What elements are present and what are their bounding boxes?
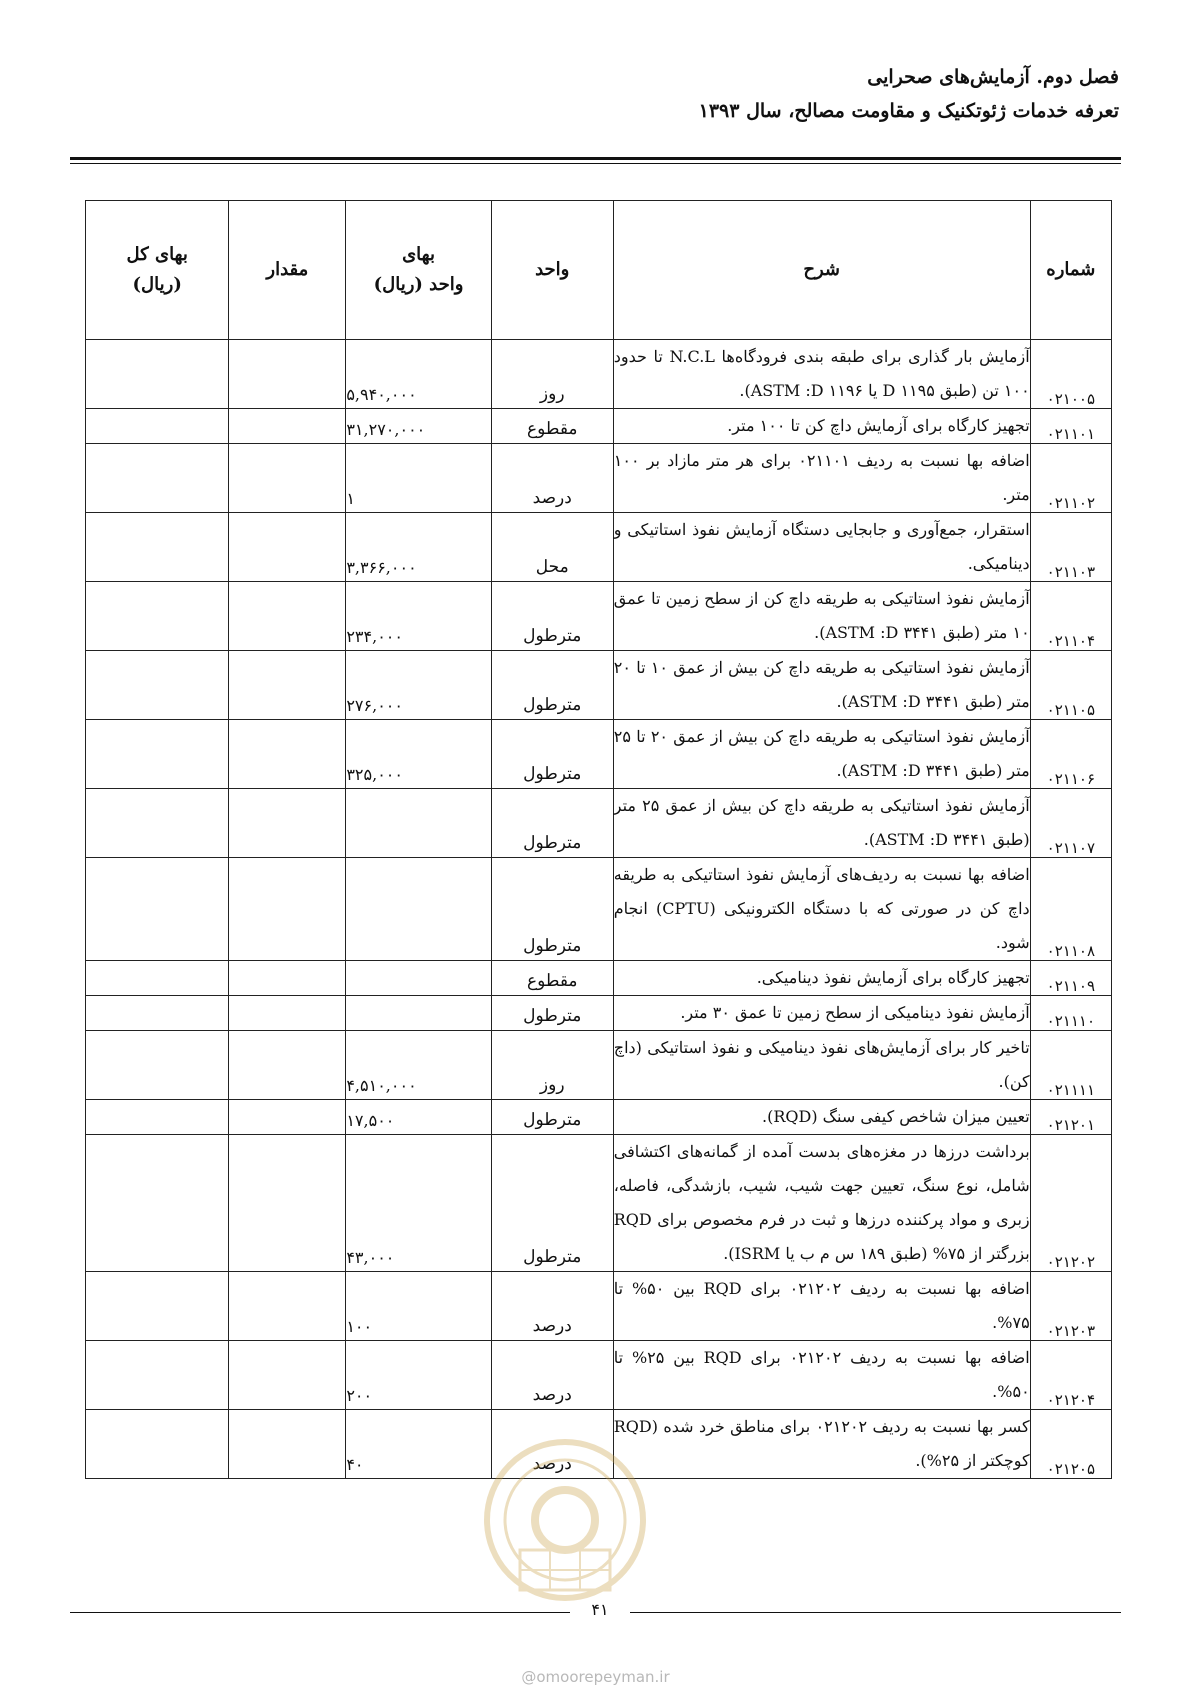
- row-quantity: [229, 1031, 346, 1100]
- footer-rule-left: [70, 1612, 570, 1613]
- table-row: [86, 1100, 1112, 1135]
- page-number: ۴۱: [591, 1600, 609, 1619]
- row-unit: روز: [491, 340, 613, 409]
- row-unit-price: [346, 961, 491, 996]
- row-quantity: [229, 444, 346, 513]
- row-description: تعیین میزان شاخص کیفی سنگ (RQD).: [613, 1100, 1030, 1135]
- watermark-url: @omoorepeyman.ir: [521, 1668, 670, 1686]
- chapter-title: فصل دوم. آزمایش‌های صحرایی: [867, 66, 1119, 88]
- row-total-price: [86, 340, 229, 409]
- row-description: آزمایش نفوذ استاتیکی به طریقه داچ کن بیش از عمق ۲۰ تا ۲۵ متر (طبق ASTM :D ۳۴۴۱).: [613, 720, 1030, 789]
- row-total-price: [86, 1135, 229, 1272]
- row-number: ۰۲۱۱۱۱: [1030, 1031, 1111, 1100]
- row-unit-price: [346, 996, 491, 1031]
- row-number: ۰۲۱۱۰۲: [1030, 444, 1111, 513]
- row-total-price: [86, 961, 229, 996]
- col-header-total-price: [86, 201, 229, 340]
- row-number: ۰۲۱۰۰۵: [1030, 340, 1111, 409]
- col-header-quantity: مقدار: [229, 201, 346, 340]
- table-row: [86, 1031, 1112, 1100]
- row-number: ۰۲۱۲۰۱: [1030, 1100, 1111, 1135]
- table-header-row: [86, 201, 1112, 340]
- row-total-price: [86, 720, 229, 789]
- row-unit: مترطول: [491, 651, 613, 720]
- row-total-price: [86, 1341, 229, 1410]
- row-unit: محل: [491, 513, 613, 582]
- row-unit-price: ۴,۵۱۰,۰۰۰: [346, 1031, 491, 1100]
- row-quantity: [229, 858, 346, 961]
- seal-watermark: [480, 1430, 650, 1610]
- table-row: [86, 1135, 1112, 1272]
- row-number: ۰۲۱۱۰۴: [1030, 582, 1111, 651]
- table-row: [86, 720, 1112, 789]
- row-unit-price: ۳,۳۶۶,۰۰۰: [346, 513, 491, 582]
- row-quantity: [229, 1410, 346, 1479]
- col-header-description: شرح: [613, 201, 1030, 340]
- table-row: [86, 789, 1112, 858]
- col-header-number: شماره: [1030, 201, 1111, 340]
- row-quantity: [229, 1100, 346, 1135]
- footer-rule-right: [630, 1612, 1121, 1613]
- row-description: تجهیز کارگاه برای آزمایش داچ کن تا ۱۰۰ متر.: [613, 409, 1030, 444]
- row-description: آزمایش بار گذاری برای طبقه بندی فرودگاه‌ها N.C.L تا حدود ۱۰۰ تن (طبق D ۱۱۹۵ یا ASTM :D ۱۱۹۶).: [613, 340, 1030, 409]
- table-row: [86, 1341, 1112, 1410]
- row-total-price: [86, 858, 229, 961]
- row-number: ۰۲۱۲۰۴: [1030, 1341, 1111, 1410]
- row-unit: درصد: [491, 444, 613, 513]
- row-number: ۰۲۱۲۰۳: [1030, 1272, 1111, 1341]
- row-number: ۰۲۱۱۰۳: [1030, 513, 1111, 582]
- tariff-table: [85, 200, 1112, 1479]
- row-description: استقرار، جمع‌آوری و جابجایی دستگاه آزمایش نفوذ استاتیکی و دینامیکی.: [613, 513, 1030, 582]
- row-quantity: [229, 961, 346, 996]
- row-quantity: [229, 1135, 346, 1272]
- row-total-price: [86, 409, 229, 444]
- row-unit-price: ۱۰۰: [346, 1272, 491, 1341]
- table-row: [86, 996, 1112, 1031]
- row-quantity: [229, 1341, 346, 1410]
- row-number: ۰۲۱۱۰۵: [1030, 651, 1111, 720]
- row-description: آزمایش نفوذ استاتیکی به طریقه داچ کن از سطح زمین تا عمق ۱۰ متر (طبق ASTM :D ۳۴۴۱).: [613, 582, 1030, 651]
- row-quantity: [229, 340, 346, 409]
- row-description: برداشت درزها در مغزه‌های بدست آمده از گمانه‌های اکتشافی شامل، نوع سنگ، تعیین جهت شیب، شیب، بازشدگی، فاصله، زبری و مواد پرکننده درزها و ثبت در فرم مخصوص برای RQD بزرگتر از ۷۵% (طبق ۱۸۹ س م ب یا ISRM).: [613, 1135, 1030, 1272]
- row-unit: مقطوع: [491, 409, 613, 444]
- row-description: اضافه بها نسبت به ردیف ۰۲۱۱۰۱ برای هر متر مازاد بر ۱۰۰ متر.: [613, 444, 1030, 513]
- row-total-price: [86, 651, 229, 720]
- row-total-price: [86, 582, 229, 651]
- row-unit: درصد: [491, 1272, 613, 1341]
- row-description: آزمایش نفوذ دینامیکی از سطح زمین تا عمق ۳۰ متر.: [613, 996, 1030, 1031]
- row-description: اضافه بها نسبت به ردیف ۰۲۱۲۰۲ برای RQD بین ۲۵% تا ۵۰%.: [613, 1341, 1030, 1410]
- row-total-price: [86, 1100, 229, 1135]
- col-header-unit-price-line1: بهای: [402, 244, 435, 265]
- row-unit-price: ۱: [346, 444, 491, 513]
- row-unit-price: ۳۱,۲۷۰,۰۰۰: [346, 409, 491, 444]
- row-unit-price: ۵,۹۴۰,۰۰۰: [346, 340, 491, 409]
- row-total-price: [86, 444, 229, 513]
- col-header-total-price-line2: (ریال): [132, 274, 182, 295]
- row-unit-price: [346, 789, 491, 858]
- table-row: [86, 582, 1112, 651]
- row-total-price: [86, 513, 229, 582]
- header-divider-thin: [70, 163, 1121, 164]
- document-subtitle: تعرفه خدمات ژئوتکنیک و مقاومت مصالح، سال ۱۳۹۳: [698, 100, 1119, 122]
- row-unit: مترطول: [491, 582, 613, 651]
- row-unit-price: ۴۳,۰۰۰: [346, 1135, 491, 1272]
- row-unit: مقطوع: [491, 961, 613, 996]
- row-quantity: [229, 513, 346, 582]
- col-header-unit: واحد: [491, 201, 613, 340]
- row-unit: مترطول: [491, 720, 613, 789]
- row-description: آزمایش نفوذ استاتیکی به طریقه داچ کن بیش از عمق ۱۰ تا ۲۰ متر (طبق ASTM :D ۳۴۴۱).: [613, 651, 1030, 720]
- row-unit-price: ۳۲۵,۰۰۰: [346, 720, 491, 789]
- row-total-price: [86, 1272, 229, 1341]
- row-number: ۰۲۱۱۰۱: [1030, 409, 1111, 444]
- table-row: [86, 513, 1112, 582]
- row-quantity: [229, 720, 346, 789]
- row-description: آزمایش نفوذ استاتیکی به طریقه داچ کن بیش از عمق ۲۵ متر (طبق ASTM :D ۳۴۴۱).: [613, 789, 1030, 858]
- table-row: [86, 409, 1112, 444]
- col-header-unit-price-line2: واحد (ریال): [373, 274, 464, 295]
- row-number: ۰۲۱۲۰۲: [1030, 1135, 1111, 1272]
- row-quantity: [229, 582, 346, 651]
- row-unit-price: ۴۰: [346, 1410, 491, 1479]
- table-row: [86, 340, 1112, 409]
- row-unit-price: ۱۷,۵۰۰: [346, 1100, 491, 1135]
- row-unit-price: ۲۳۴,۰۰۰: [346, 582, 491, 651]
- row-quantity: [229, 996, 346, 1031]
- col-header-unit-price: [346, 201, 491, 340]
- page-header: [699, 60, 1119, 128]
- row-quantity: [229, 651, 346, 720]
- row-total-price: [86, 1410, 229, 1479]
- table-row: [86, 961, 1112, 996]
- table-row: [86, 1272, 1112, 1341]
- row-quantity: [229, 409, 346, 444]
- row-description: کسر بها نسبت به ردیف ۰۲۱۲۰۲ برای مناطق خرد شده (RQD کوچکتر از ۲۵%).: [613, 1410, 1030, 1479]
- table-row: [86, 858, 1112, 961]
- row-total-price: [86, 996, 229, 1031]
- row-number: ۰۲۱۱۰۸: [1030, 858, 1111, 961]
- header-divider-thick: [70, 157, 1121, 160]
- table-row: [86, 651, 1112, 720]
- row-total-price: [86, 1031, 229, 1100]
- row-number: ۰۲۱۲۰۵: [1030, 1410, 1111, 1479]
- row-description: تجهیز کارگاه برای آزمایش نفوذ دینامیکی.: [613, 961, 1030, 996]
- row-quantity: [229, 1272, 346, 1341]
- row-unit: مترطول: [491, 1135, 613, 1272]
- table-row: [86, 444, 1112, 513]
- row-unit: مترطول: [491, 996, 613, 1031]
- row-number: ۰۲۱۱۰۶: [1030, 720, 1111, 789]
- row-unit: درصد: [491, 1341, 613, 1410]
- row-description: اضافه بها نسبت به ردیف ۰۲۱۲۰۲ برای RQD بین ۵۰% تا ۷۵%.: [613, 1272, 1030, 1341]
- row-number: ۰۲۱۱۱۰: [1030, 996, 1111, 1031]
- row-number: ۰۲۱۱۰۷: [1030, 789, 1111, 858]
- row-unit-price: ۲۰۰: [346, 1341, 491, 1410]
- row-description: اضافه بها نسبت به ردیف‌های آزمایش نفوذ استاتیکی به طریقه داچ کن در صورتی که با دستگاه الکترونیکی (CPTU) انجام شود.: [613, 858, 1030, 961]
- row-unit: مترطول: [491, 858, 613, 961]
- row-unit-price: [346, 858, 491, 961]
- row-unit: مترطول: [491, 1100, 613, 1135]
- row-unit: درصد: [491, 1410, 613, 1479]
- row-description: تاخیر کار برای آزمایش‌های نفوذ دینامیکی و نفوذ استاتیکی (داچ کن).: [613, 1031, 1030, 1100]
- row-unit: مترطول: [491, 789, 613, 858]
- row-number: ۰۲۱۱۰۹: [1030, 961, 1111, 996]
- row-quantity: [229, 789, 346, 858]
- row-unit-price: ۲۷۶,۰۰۰: [346, 651, 491, 720]
- row-total-price: [86, 789, 229, 858]
- row-unit: روز: [491, 1031, 613, 1100]
- col-header-total-price-line1: بهای کل: [126, 244, 188, 265]
